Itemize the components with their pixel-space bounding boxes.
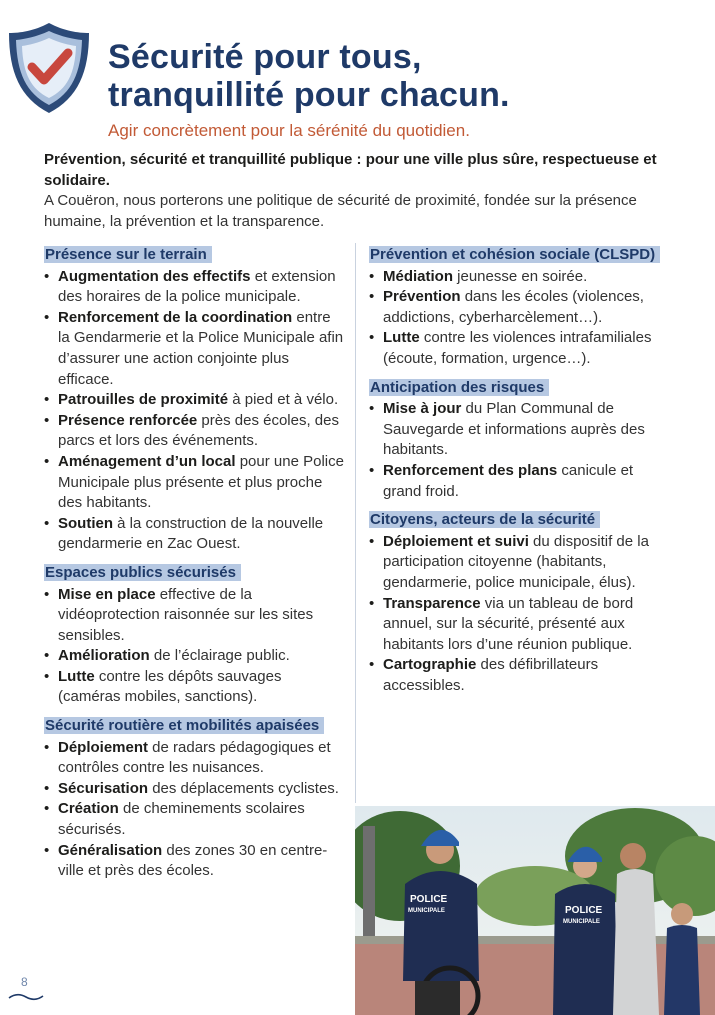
list-item-text: de cheminements scolaires sécurisés. [58, 800, 305, 839]
list-item [44, 646, 344, 667]
list-item [369, 267, 674, 288]
list-item-text: et extension des horaires de la police municipale. [58, 267, 336, 306]
list-item-bold: Patrouilles de proximité [58, 391, 229, 409]
bullet-list [369, 532, 674, 697]
page-subtitle: Agir concrètement pour la sérénité du quotidien. [108, 121, 470, 140]
list-item-bold: Généralisation [58, 841, 163, 859]
list-item-text: jeunesse en soirée. [453, 267, 588, 285]
intro-block [44, 150, 684, 232]
list-item-bold: Lutte [58, 667, 95, 685]
list-item-text: entre la Gendarmerie et la Police Municipale afin d’assurer une action conjointe plus efficace. [58, 308, 344, 388]
list-item [44, 308, 344, 390]
list-item-bold: Mise en place [58, 585, 156, 603]
list-item-bold: Amélioration [58, 647, 150, 665]
list-item [369, 399, 674, 461]
list-item [369, 328, 674, 369]
list-item [44, 779, 344, 800]
list-item [369, 461, 674, 502]
section-heading: Sécurité routière et mobilités apaisées [44, 717, 324, 734]
list-item [44, 390, 344, 411]
list-item-bold: Soutien [58, 514, 113, 532]
list-item-bold: Augmentation des effectifs [58, 267, 251, 285]
list-item [44, 585, 344, 647]
list-item-text: à pied et à vélo. [228, 391, 339, 409]
list-item-bold: Transparence [383, 594, 481, 612]
list-item-bold: Aménagement d’un local [58, 452, 236, 470]
list-item [44, 667, 344, 708]
list-item-bold: Création [58, 800, 119, 818]
list-item-bold: Renforcement des plans [383, 461, 558, 479]
list-item-text: du dispositif de la participation citoyenne (habitants, gendarmerie, police municipale, élus). [383, 532, 649, 591]
list-item [44, 267, 344, 308]
vest-label-municipale-2: MUNICIPALE [563, 919, 600, 925]
wave-icon [8, 992, 44, 1002]
shield-check-icon [6, 20, 92, 116]
bullet-list [44, 267, 344, 555]
list-item-text: via un tableau de bord annuel, sur la sécurité, présenté aux habitants lors d’une réunion publique. [383, 594, 634, 653]
list-item-text: de l’éclairage public. [149, 647, 290, 665]
section-left_sections-2 [44, 716, 344, 882]
list-item-bold: Lutte [383, 329, 420, 347]
list-item-bold: Déploiement et suivi [383, 532, 529, 550]
list-item-bold: Médiation [383, 267, 453, 285]
list-item [369, 655, 674, 696]
list-item-bold: Sécurisation [58, 779, 149, 797]
list-item-bold: Renforcement de la coordination [58, 308, 293, 326]
bullet-list [44, 585, 344, 709]
list-item [369, 287, 674, 328]
section-heading: Citoyens, acteurs de la sécurité [369, 511, 600, 528]
section-heading: Anticipation des risques [369, 379, 549, 396]
police-officers-photo [355, 806, 715, 1015]
list-item [44, 514, 344, 555]
list-item-bold: Cartographie [383, 656, 477, 674]
list-item [44, 841, 344, 882]
left-column [44, 245, 344, 890]
vest-label-police-1: POLICE [410, 894, 448, 905]
intro-body: A Couëron, nous porterons une politique de sécurité de proximité, fondée sur la présence humaine, la prévention et la transparence. [44, 192, 637, 230]
list-item [44, 738, 344, 779]
list-item [369, 532, 674, 594]
list-item-text: contre les violences intrafamiliales (écoute, formation, urgence…). [383, 329, 652, 367]
bullet-list [369, 399, 674, 502]
list-item-text: près des écoles, des parcs et lors des événements. [58, 411, 339, 450]
list-item-text: des défibrillateurs accessibles. [383, 656, 599, 694]
title-line-2: tranquillité pour chacun. [108, 76, 510, 114]
list-item-text: de radars pédagogiques et contrôles contre les nuisances. [58, 738, 331, 777]
column-divider [355, 243, 356, 803]
list-item-text: canicule et grand froid. [383, 461, 634, 500]
bullet-list [369, 267, 674, 370]
page-number: 8 [21, 975, 28, 989]
list-item-bold: Mise à jour [383, 400, 462, 418]
section-right_sections-2 [369, 510, 674, 696]
section-left_sections-1 [44, 563, 344, 708]
section-right_sections-1 [369, 378, 674, 503]
section-left_sections-0 [44, 245, 344, 555]
list-item-bold: Prévention [383, 288, 461, 306]
section-heading: Présence sur le terrain [44, 246, 212, 263]
list-item-text: du Plan Communal de Sauvegarde et informations auprès des habitants. [383, 400, 645, 459]
list-item [369, 594, 674, 656]
section-heading: Espaces publics sécurisés [44, 564, 241, 581]
section-heading: Prévention et cohésion sociale (CLSPD) [369, 246, 660, 263]
right-column [369, 245, 674, 704]
list-item-text: contre les dépôts sauvages (caméras mobiles, sanctions). [58, 667, 282, 706]
list-item-bold: Déploiement [58, 738, 149, 756]
bullet-list [44, 738, 344, 882]
vest-label-police-2: POLICE [565, 905, 603, 916]
list-item-text: des zones 30 en centre-ville et près des écoles. [58, 841, 328, 880]
list-item-text: dans les écoles (violences, addictions, cyberharcèlement…). [383, 288, 644, 326]
section-right_sections-0 [369, 245, 674, 370]
list-item [44, 452, 344, 514]
title-line-1: Sécurité pour tous, [108, 38, 422, 76]
intro-lead: Prévention, sécurité et tranquillité publique : pour une ville plus sûre, respectueuse et solidaire. [44, 151, 657, 189]
page-title [108, 38, 510, 114]
list-item-bold: Présence renforcée [58, 411, 198, 429]
vest-label-municipale-1: MUNICIPALE [408, 908, 445, 914]
list-item-text: à la construction de la nouvelle gendarmerie en Zac Ouest. [58, 514, 324, 553]
list-item-text: effective de la vidéoprotection raisonnée sur les sites sensibles. [58, 585, 314, 644]
list-item-text: pour une Police Municipale plus présente et plus proche des habitants. [58, 452, 344, 512]
list-item-text: des déplacements cyclistes. [148, 779, 339, 797]
list-item [44, 799, 344, 840]
list-item [44, 411, 344, 452]
